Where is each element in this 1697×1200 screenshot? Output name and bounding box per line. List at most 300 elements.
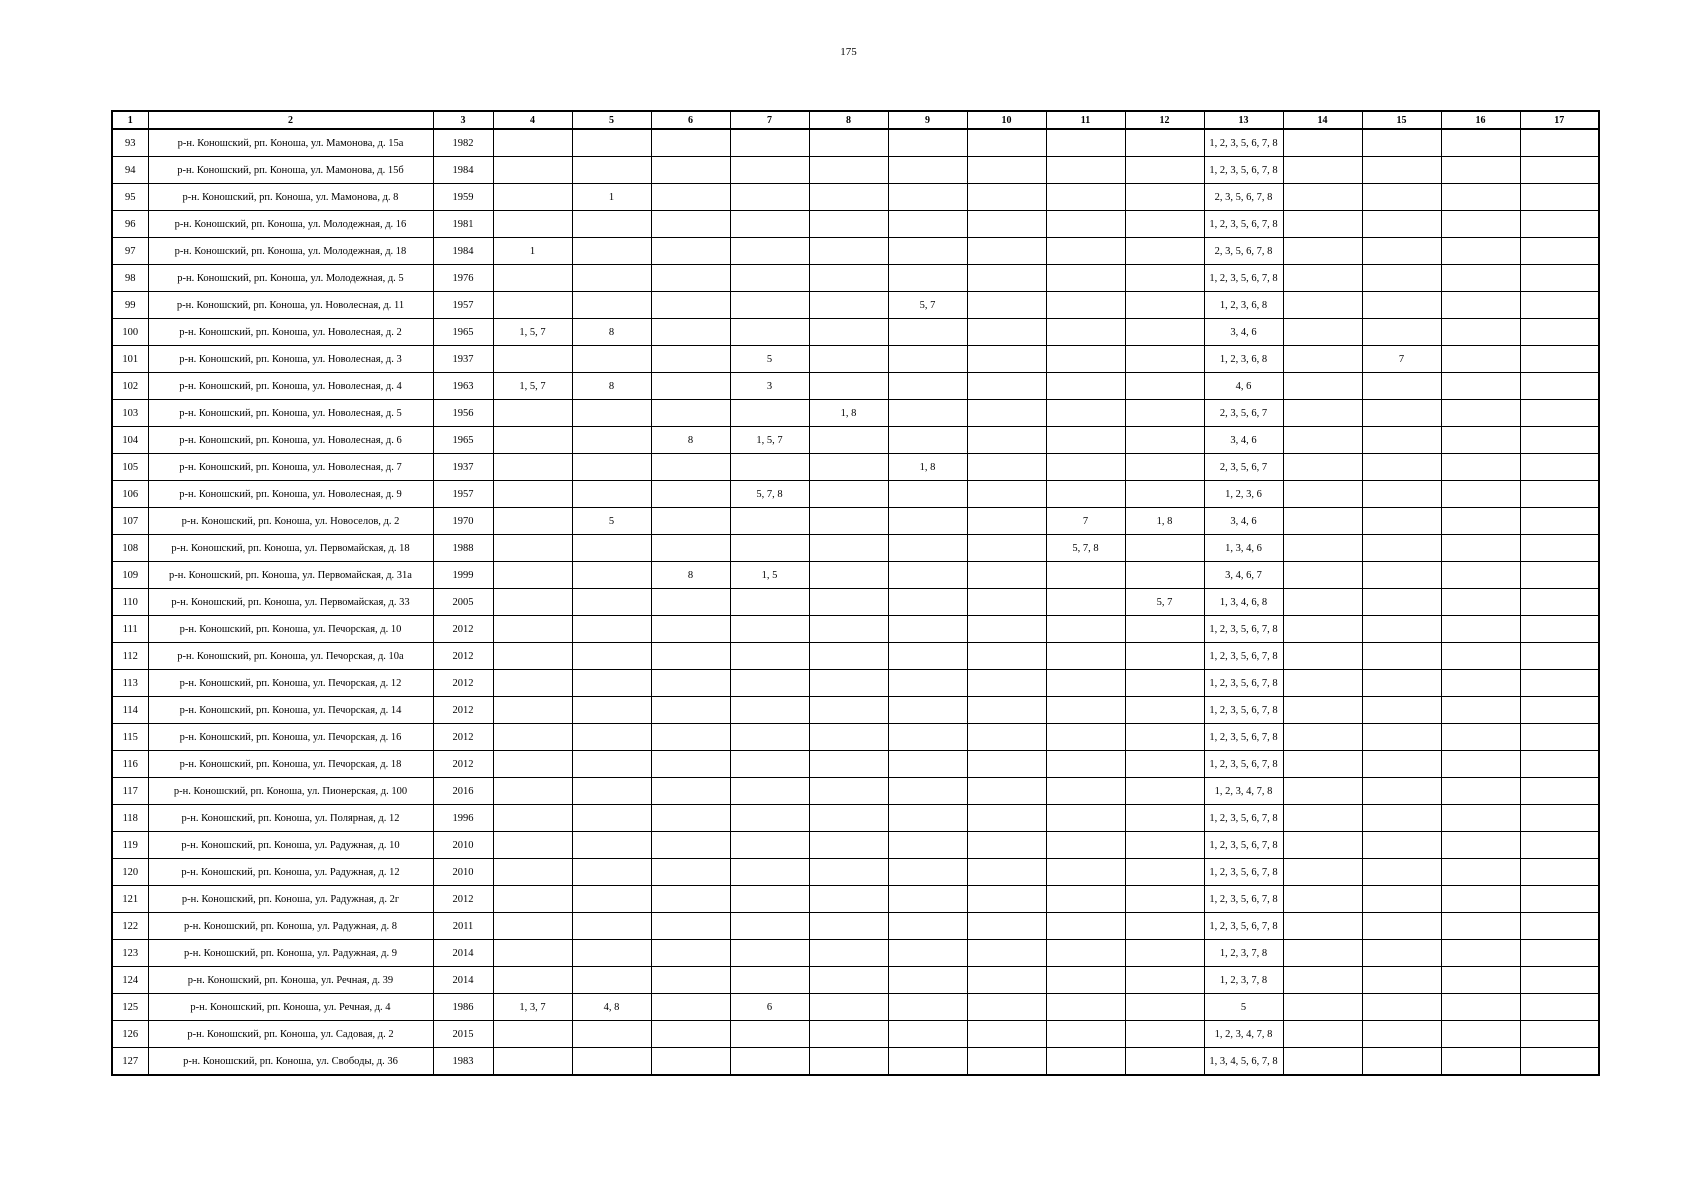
table-cell [572,913,651,940]
table-cell [1283,346,1362,373]
table-cell [888,211,967,238]
column-header: 2 [148,111,433,129]
table-cell: 7 [1362,346,1441,373]
table-cell [967,1021,1046,1048]
table-cell [493,454,572,481]
table-cell [651,400,730,427]
table-cell [1046,913,1125,940]
table-cell [967,454,1046,481]
table-cell [1283,994,1362,1021]
table-cell: 1, 2, 3, 5, 6, 7, 8 [1204,616,1283,643]
table-cell [1362,129,1441,157]
table-cell [572,967,651,994]
address-cell: р-н. Коношский, рп. Коноша, ул. Новолесная, д. 7 [148,454,433,481]
table-cell [493,778,572,805]
table-row [112,129,1599,157]
table-cell [572,1048,651,1076]
table-cell [1283,643,1362,670]
table-cell [967,724,1046,751]
table-cell [1362,481,1441,508]
table-cell [967,373,1046,400]
column-header: 17 [1520,111,1599,129]
table-cell [730,589,809,616]
address-cell: р-н. Коношский, рп. Коноша, ул. Новолесная, д. 4 [148,373,433,400]
table-cell [967,805,1046,832]
table-row [112,454,1599,481]
table-cell [1362,805,1441,832]
table-cell [1125,427,1204,454]
table-cell [1125,994,1204,1021]
table-cell [1441,1048,1520,1076]
table-cell [572,643,651,670]
table-cell [572,724,651,751]
address-cell: р-н. Коношский, рп. Коноша, ул. Первомайская, д. 31а [148,562,433,589]
table-cell [809,805,888,832]
table-cell [1362,913,1441,940]
table-cell [1441,967,1520,994]
table-cell [1441,913,1520,940]
table-cell [651,616,730,643]
table-cell [493,913,572,940]
table-row [112,805,1599,832]
table-cell [1520,481,1599,508]
table-cell [967,643,1046,670]
table-cell: 2012 [433,697,493,724]
table-cell [1283,265,1362,292]
table-cell [651,1021,730,1048]
table-row [112,994,1599,1021]
table-row [112,319,1599,346]
table-row [112,832,1599,859]
table-cell [1283,211,1362,238]
table-cell: 125 [112,994,148,1021]
table-cell [1046,427,1125,454]
table-cell [809,535,888,562]
table-cell [1125,211,1204,238]
table-cell [1046,670,1125,697]
table-cell [1046,724,1125,751]
table-cell: 121 [112,886,148,913]
column-header: 10 [967,111,1046,129]
table-row [112,589,1599,616]
table-cell [1125,913,1204,940]
table-cell [1046,238,1125,265]
table-cell [1046,292,1125,319]
table-cell [493,940,572,967]
table-cell [809,373,888,400]
table-cell [1441,805,1520,832]
table-cell [967,886,1046,913]
table-cell [1283,400,1362,427]
address-cell: р-н. Коношский, рп. Коноша, ул. Радужная, д. 2г [148,886,433,913]
table-cell [1520,697,1599,724]
table-cell [888,967,967,994]
table-cell: 1, 2, 3, 5, 6, 7, 8 [1204,832,1283,859]
table-cell [1520,157,1599,184]
table-row [112,562,1599,589]
table-cell [1125,184,1204,211]
address-cell: р-н. Коношский, рп. Коноша, ул. Новолесная, д. 9 [148,481,433,508]
table-cell: 1, 2, 3, 5, 6, 7, 8 [1204,670,1283,697]
table-cell: 1, 2, 3, 5, 6, 7, 8 [1204,805,1283,832]
address-cell: р-н. Коношский, рп. Коноша, ул. Садовая, д. 2 [148,1021,433,1048]
table-cell: 1, 2, 3, 5, 6, 7, 8 [1204,129,1283,157]
table-cell: 5 [730,346,809,373]
table-cell [493,265,572,292]
table-cell [1362,1048,1441,1076]
table-cell [888,562,967,589]
table-cell [730,886,809,913]
table-cell [493,1021,572,1048]
table-cell [651,129,730,157]
table-cell: 96 [112,211,148,238]
table-cell [1283,913,1362,940]
table-cell [1283,859,1362,886]
table-cell [1362,157,1441,184]
table-cell [730,454,809,481]
address-cell: р-н. Коношский, рп. Коноша, ул. Молодежная, д. 5 [148,265,433,292]
table-cell [967,129,1046,157]
table-cell [1283,481,1362,508]
table-cell [572,481,651,508]
table-cell [1125,886,1204,913]
table-cell [888,670,967,697]
table-cell [572,778,651,805]
table-cell [1441,589,1520,616]
table-cell: 2, 3, 5, 6, 7, 8 [1204,238,1283,265]
table-cell [888,940,967,967]
table-cell: 5, 7 [1125,589,1204,616]
table-cell [1520,265,1599,292]
table-cell [1441,129,1520,157]
table-cell [651,589,730,616]
table-row [112,535,1599,562]
table-cell [493,859,572,886]
table-cell [1520,238,1599,265]
table-cell [809,724,888,751]
table-cell [1362,265,1441,292]
table-cell: 116 [112,751,148,778]
table-cell [888,481,967,508]
table-cell: 1 [572,184,651,211]
table-cell: 1, 2, 3, 5, 6, 7, 8 [1204,265,1283,292]
table-cell [651,967,730,994]
table-cell [1283,805,1362,832]
table-cell: 112 [112,643,148,670]
table-cell [1520,1021,1599,1048]
address-cell: р-н. Коношский, рп. Коноша, ул. Радужная, д. 10 [148,832,433,859]
table-cell [967,778,1046,805]
table-cell: 118 [112,805,148,832]
table-cell [1362,832,1441,859]
table-cell [1520,1048,1599,1076]
table-cell [1441,319,1520,346]
table-cell [651,157,730,184]
table-cell [1283,616,1362,643]
table-cell [809,454,888,481]
table-cell [1283,1021,1362,1048]
table-cell [730,238,809,265]
table-cell [1362,751,1441,778]
table-cell [888,129,967,157]
table-cell [1046,129,1125,157]
table-cell [1283,724,1362,751]
table-cell [967,535,1046,562]
address-cell: р-н. Коношский, рп. Коноша, ул. Новолесная, д. 3 [148,346,433,373]
table-cell [1362,373,1441,400]
table-cell: 3 [730,373,809,400]
table-cell: 114 [112,697,148,724]
table-cell [888,400,967,427]
table-cell: 8 [572,373,651,400]
table-cell [572,751,651,778]
table-cell: 1, 2, 3, 5, 6, 7, 8 [1204,697,1283,724]
address-cell: р-н. Коношский, рп. Коноша, ул. Полярная, д. 12 [148,805,433,832]
column-header: 12 [1125,111,1204,129]
table-cell: 1, 3, 4, 5, 6, 7, 8 [1204,1048,1283,1076]
table-cell: 1, 2, 3, 6, 8 [1204,292,1283,319]
table-cell: 113 [112,670,148,697]
table-cell: 6 [730,994,809,1021]
table-cell [493,400,572,427]
table-cell [730,400,809,427]
table-cell: 2012 [433,616,493,643]
table-cell [1362,535,1441,562]
table-cell: 2015 [433,1021,493,1048]
table-cell [809,913,888,940]
table-cell [1125,967,1204,994]
table-cell [967,211,1046,238]
table-cell [1125,400,1204,427]
table-cell [1283,157,1362,184]
table-cell: 1, 2, 3, 5, 6, 7, 8 [1204,724,1283,751]
address-cell: р-н. Коношский, рп. Коноша, ул. Новоселов, д. 2 [148,508,433,535]
table-cell [1441,724,1520,751]
table-cell [1283,129,1362,157]
table-cell [1283,751,1362,778]
table-cell [730,265,809,292]
table-cell [1441,481,1520,508]
table-cell [888,265,967,292]
table-cell: 2012 [433,751,493,778]
table-cell [572,238,651,265]
table-cell [1520,589,1599,616]
table-cell: 119 [112,832,148,859]
table-cell: 2014 [433,967,493,994]
table-cell [1441,373,1520,400]
table-cell [1441,994,1520,1021]
table-cell: 1, 2, 3, 7, 8 [1204,967,1283,994]
table-cell [730,535,809,562]
table-cell [1046,697,1125,724]
table-cell [730,616,809,643]
table-cell [493,832,572,859]
table-cell [1362,967,1441,994]
table-cell [1046,1048,1125,1076]
table-cell [1441,562,1520,589]
address-cell: р-н. Коношский, рп. Коноша, ул. Речная, д. 4 [148,994,433,1021]
table-cell [493,697,572,724]
table-cell: 4, 8 [572,994,651,1021]
table-cell: 7 [1046,508,1125,535]
table-cell: 122 [112,913,148,940]
table-cell [493,346,572,373]
table-cell [1046,751,1125,778]
table-cell [888,832,967,859]
table-cell [1125,724,1204,751]
table-cell [1362,859,1441,886]
table-cell: 2010 [433,859,493,886]
table-cell [888,913,967,940]
table-row [112,778,1599,805]
table-cell [651,481,730,508]
table-cell [493,616,572,643]
table-cell [809,427,888,454]
table-cell: 98 [112,265,148,292]
table-cell [967,940,1046,967]
table-cell [1362,886,1441,913]
table-cell [1441,454,1520,481]
table-cell [888,616,967,643]
address-cell: р-н. Коношский, рп. Коноша, ул. Мамонова, д. 8 [148,184,433,211]
column-header: 7 [730,111,809,129]
table-cell [1441,508,1520,535]
table-cell [1362,562,1441,589]
table-cell: 2005 [433,589,493,616]
table-cell [1125,859,1204,886]
table-cell [1520,129,1599,157]
table-cell [493,157,572,184]
table-cell [809,129,888,157]
table-cell: 2, 3, 5, 6, 7 [1204,454,1283,481]
table-cell [1283,319,1362,346]
table-cell [888,859,967,886]
table-row [112,400,1599,427]
table-cell: 127 [112,1048,148,1076]
column-header: 3 [433,111,493,129]
table-cell [1283,238,1362,265]
table-cell [967,1048,1046,1076]
table-cell [1520,967,1599,994]
table-cell [1125,157,1204,184]
table-cell [1046,211,1125,238]
table-cell [888,778,967,805]
table-cell [1283,184,1362,211]
table-cell [1441,697,1520,724]
address-cell: р-н. Коношский, рп. Коноша, ул. Печорская, д. 10а [148,643,433,670]
table-cell [730,292,809,319]
table-cell [967,832,1046,859]
table-cell [1125,535,1204,562]
table-cell [1046,1021,1125,1048]
table-cell: 1970 [433,508,493,535]
table-cell: 1982 [433,129,493,157]
table-cell: 2014 [433,940,493,967]
table-row [112,751,1599,778]
table-cell [888,346,967,373]
table-cell [967,913,1046,940]
table-cell [1362,697,1441,724]
table-cell [1046,346,1125,373]
table-cell [1520,400,1599,427]
table-cell: 1, 3, 4, 6, 8 [1204,589,1283,616]
table-cell [651,535,730,562]
table-cell: 111 [112,616,148,643]
table-cell [809,346,888,373]
address-cell: р-н. Коношский, рп. Коноша, ул. Первомайская, д. 33 [148,589,433,616]
table-cell [1362,238,1441,265]
table-cell [730,1021,809,1048]
table-cell [651,886,730,913]
table-cell: 97 [112,238,148,265]
table-cell [493,508,572,535]
table-cell [967,697,1046,724]
table-cell [572,400,651,427]
table-cell [651,751,730,778]
column-header: 14 [1283,111,1362,129]
table-cell [1441,184,1520,211]
table-cell [651,643,730,670]
column-header: 8 [809,111,888,129]
table-cell [809,778,888,805]
table-cell [1441,400,1520,427]
table-cell [572,832,651,859]
table-cell [967,481,1046,508]
table-cell [1441,616,1520,643]
table-cell: 1, 3, 4, 6 [1204,535,1283,562]
table-cell: 3, 4, 6 [1204,508,1283,535]
table-cell [809,184,888,211]
table-cell [651,859,730,886]
address-cell: р-н. Коношский, рп. Коноша, ул. Новолесная, д. 5 [148,400,433,427]
table-cell [572,859,651,886]
table-cell [967,400,1046,427]
table-cell [572,454,651,481]
table-cell [1046,589,1125,616]
table-cell: 1984 [433,238,493,265]
table-cell [809,643,888,670]
table-cell: 103 [112,400,148,427]
table-cell [1046,859,1125,886]
table-cell [493,670,572,697]
table-cell: 2012 [433,886,493,913]
table-cell [809,940,888,967]
address-cell: р-н. Коношский, рп. Коноша, ул. Речная, д. 39 [148,967,433,994]
table-cell [1520,454,1599,481]
table-cell [809,859,888,886]
table-cell [1125,373,1204,400]
table-cell [1362,454,1441,481]
table-cell [888,508,967,535]
address-cell: р-н. Коношский, рп. Коноша, ул. Новолесная, д. 6 [148,427,433,454]
table-cell [1520,805,1599,832]
table-cell [888,697,967,724]
table-cell [1125,292,1204,319]
table-cell [1520,184,1599,211]
table-cell: 5, 7, 8 [730,481,809,508]
table-cell: 101 [112,346,148,373]
table-cell [493,562,572,589]
address-cell: р-н. Коношский, рп. Коноша, ул. Радужная, д. 9 [148,940,433,967]
table-cell [809,562,888,589]
table-cell [1125,129,1204,157]
table-cell [1046,940,1125,967]
table-cell [809,1048,888,1076]
table-cell [1520,670,1599,697]
table-cell: 1957 [433,292,493,319]
table-cell [493,589,572,616]
table-cell [651,832,730,859]
